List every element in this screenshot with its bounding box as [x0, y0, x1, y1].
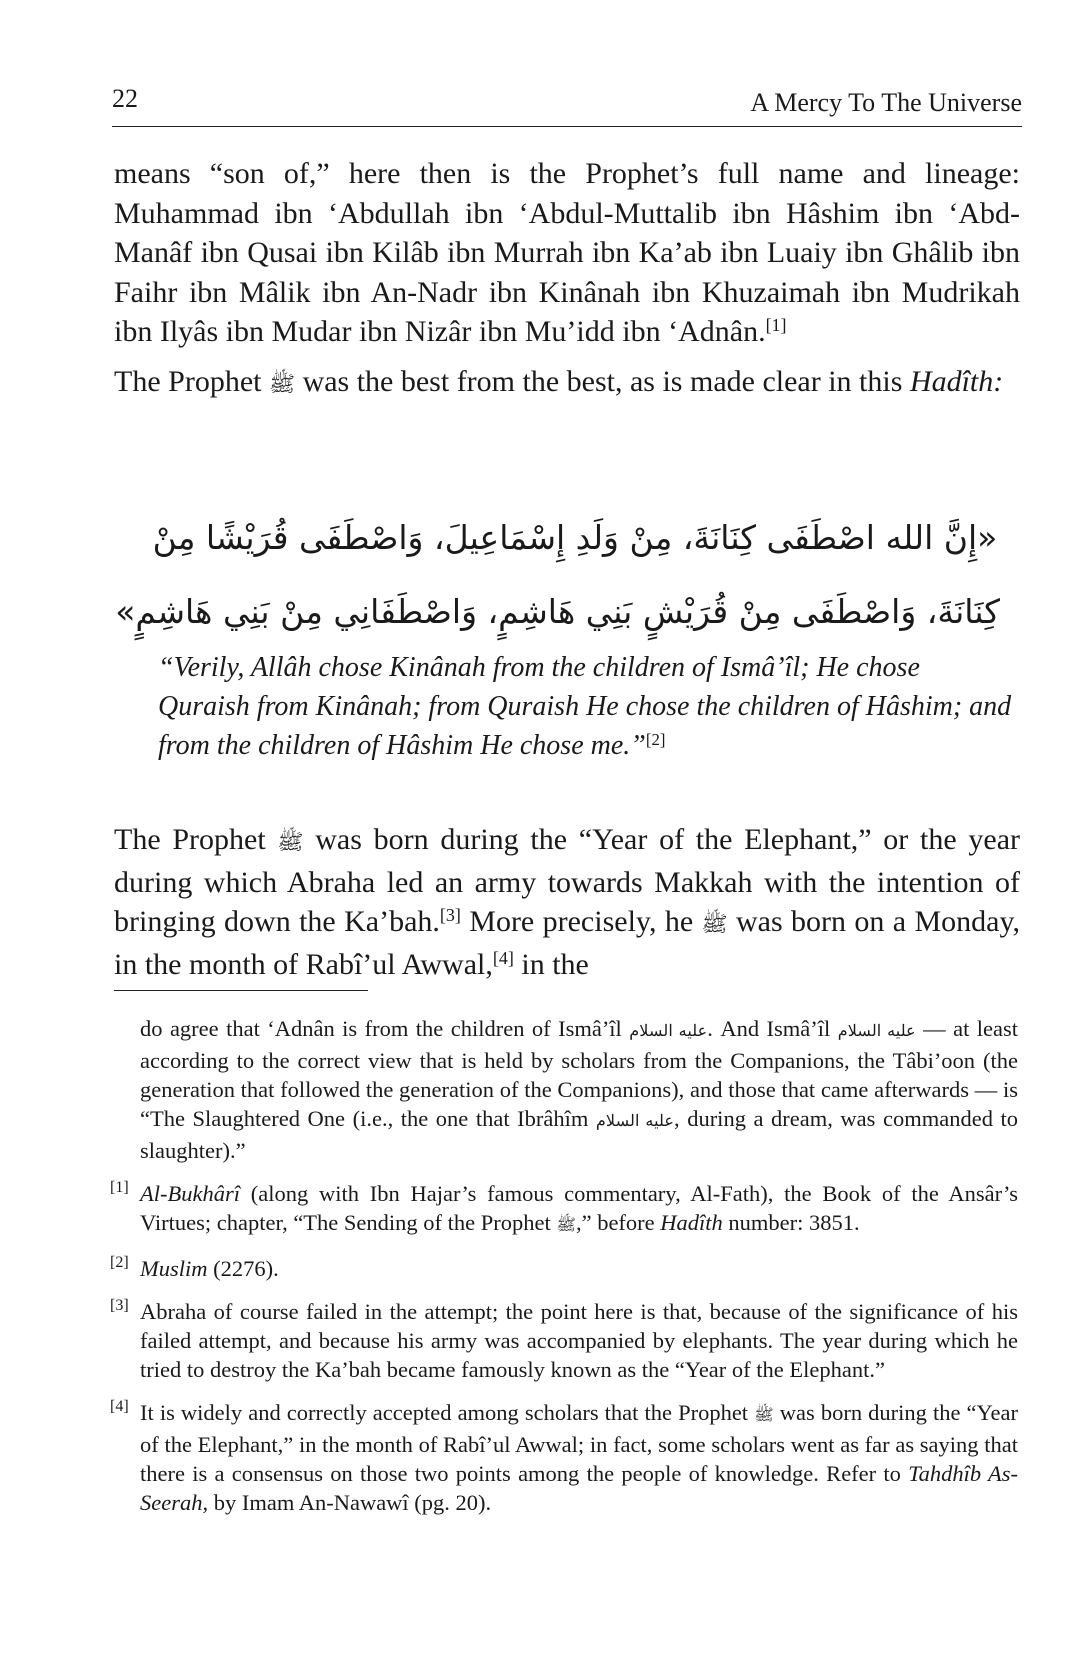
footnote-ref-1[interactable]: [1]: [765, 315, 787, 336]
pbuh-symbol: ﷺ: [754, 1406, 774, 1424]
arabic-hadith-line-2: كِنَانَةَ، وَاصْطَفَى مِنْ قُرَيْشٍ بَنِي هَاشِمٍ، وَاصْطَفَانِي مِنْ بَنِي هَاشِمٍ»: [115, 592, 1000, 631]
footnote-mark-1: [1]: [110, 1179, 129, 1196]
footnote-ref-4[interactable]: [4]: [492, 947, 514, 968]
body-text: [114, 154, 1020, 404]
footnotes: [110, 1014, 1018, 1517]
footnote-mark-2: [2]: [110, 1254, 129, 1271]
footnote-mark-4: [4]: [110, 1398, 129, 1415]
page-header: [112, 84, 1022, 124]
pbuh-symbol: ﷺ: [556, 1216, 576, 1234]
footnote-continuation: do agree that ‘Adnân is from the children of Ismâ’îl عليه السلام. And Ismâ’îl عليه السلام — at least according to the correct view that is held by scholars from the Companions, the Tâbi’oon (the generation that followed the generation of the Companions), and those that came afterwards — is “The Slaughtered One (i.e., the one that Ibrâhîm عليه السلام, during a dream, was commanded to slaughter).”: [140, 1016, 1019, 1163]
pbuh-symbol: ﷺ: [277, 830, 304, 854]
pbuh-symbol: ﷺ: [701, 912, 728, 936]
hadith-translation: “Verily, Allâh chose Kinânah from the children of Ismâ’îl; He chose Quraish from Kinânah; from Quraish He chose the children of Hâshim; and from the children of Hâshim He chose me.”[2]: [158, 652, 1012, 761]
salam-symbol: عليه السلام: [595, 1112, 675, 1130]
page-number: 22: [112, 84, 138, 113]
running-title: A Mercy To The Universe: [750, 88, 1022, 117]
paragraph-birth: The Prophet ﷺ was born during the “Year of the Elephant,” or the year during which Abraha led an army towards Makkah with the intention of bringing down the Ka’bah.[3] More precisely, he ﷺ was born on a Monday, in the month of Rabî’ul Awwal,[4] in the: [114, 823, 1021, 981]
footnote-3: [3] Abraha of course failed in the attempt; the point here is that, because of the significance of his failed attempt, and because his army was accompanied by elephants. The year during which he tried to destroy the Ka’bah became famously known as the “Year of the Elephant.”: [110, 1297, 1018, 1384]
footnote-ref-2[interactable]: [2]: [645, 729, 666, 749]
header-rule: [112, 126, 1022, 127]
footnote-rule: [114, 990, 368, 991]
footnote-2: [2] Muslim (2276).: [110, 1254, 1018, 1283]
paragraph-lineage: means “son of,” here then is the Prophet’s full name and lineage: Muhammad ibn ‘Abdullah ibn ‘Abdul-Muttalib ibn Hâshim ibn ‘Abd-Manâf ibn Qusai ibn Kilâb ibn Murrah ibn Ka’ab ibn Luaiy ibn Ghâlib ibn Faihr ibn Mâlik ibn An-Nadr ibn Kinânah ibn Khuzaimah ibn Mudrikah ibn Ilyâs ibn Mudar ibn Nizâr ibn Mu’idd ibn ‘Adnân.[1]: [114, 157, 1020, 348]
arabic-hadith-line-1: «إِنَّ الله اصْطَفَى كِنَانَةَ، مِنْ وَلَدِ إِسْمَاعِيلَ، وَاصْطَفَى قُرَيْشًا مِنْ: [152, 518, 998, 557]
salam-symbol: عليه السلام: [837, 1022, 916, 1040]
paragraph-best: The Prophet ﷺ was the best from the best, as is made clear in this Hadîth:: [114, 364, 1004, 398]
footnote-4: [4] It is widely and correctly accepted among scholars that the Prophet ﷺ was born during the “Year of the Elephant,” in the month of Rabî’ul Awwal; in fact, some scholars went as far as saying that there is a consensus on those two points among the people of knowledge. Refer to Tahdhîb As-Seerah, by Imam An-Nawawî (pg. 20).: [110, 1398, 1018, 1517]
salam-symbol: عليه السلام: [629, 1022, 708, 1040]
footnote-1: [1] Al-Bukhârî (along with Ibn Hajar’s famous commentary, Al-Fath), the Book of the Ansâr’s Virtues; chapter, “The Sending of the Prophet ﷺ,” before Hadîth number: 3851.: [110, 1179, 1018, 1240]
footnote-ref-3[interactable]: [3]: [439, 905, 461, 926]
footnote-mark-3: [3]: [110, 1297, 129, 1314]
pbuh-symbol: ﷺ: [268, 371, 296, 396]
